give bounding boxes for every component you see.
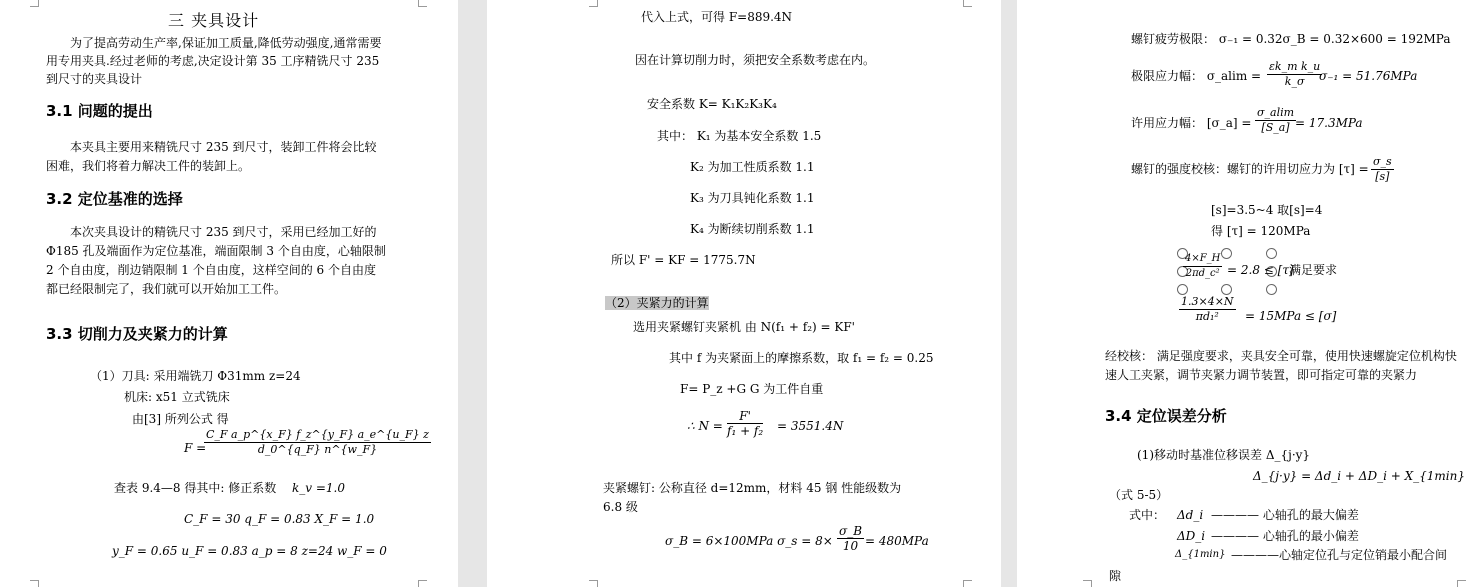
symbol-dd: Δd_i [1177, 508, 1204, 522]
margin-mark [30, 0, 39, 7]
symbol-bigd-desc: ———— 心轴孔的最小偏差 [1211, 529, 1359, 543]
force-components: F= P_z +G G 为工件自重 [680, 382, 824, 396]
stress-amplitude-result: σ₋₁ = 51.76MPa [1319, 69, 1418, 83]
allowable-amplitude-label: 许用应力幅： [σ_a] = [1131, 116, 1252, 130]
margin-mark [589, 0, 598, 7]
stress-amplitude-label: 极限应力幅： σ_alim = [1131, 69, 1262, 83]
allowable-amplitude-result: = 17.3MPa [1295, 116, 1363, 130]
factor-k2: K₂ 为加工性质系数 1.1 [690, 160, 815, 174]
screw-spec: 夹紧螺钉: 公称直径 d=12mm，材料 45 钢 性能级数为 6.8 级 [603, 481, 902, 514]
stress-fraction [837, 524, 864, 553]
safety-range: [s]=3.5~4 取[s]=4 [1211, 203, 1323, 217]
coefficients-row-2: y_F = 0.65 u_F = 0.83 a_p = 8 z=24 w_F = 0 [112, 544, 387, 558]
resize-handle[interactable] [1221, 284, 1232, 295]
chapter-title: 三 夹具设计 [168, 11, 260, 30]
page-3 [1017, 0, 1478, 587]
margin-mark [963, 0, 972, 7]
resize-handle[interactable] [1177, 284, 1188, 295]
factor-k1: 其中： K₁ 为基本安全系数 1.5 [657, 129, 822, 143]
where-label: 式中： [1129, 508, 1166, 522]
displacement-error-heading: (1)移动时基准位移误差 Δ_{j·y} [1137, 448, 1311, 462]
strength-check-numerator: σ_s [1373, 155, 1392, 168]
shear-denominator: 2πd_c² [1185, 268, 1220, 279]
section-heading-3-4: 3.4 定位误差分析 [1105, 407, 1227, 425]
n-formula-lhs: ∴ N = [687, 419, 723, 433]
safety-factor: 安全系数 K= K₁K₂K₃K₄ [647, 97, 777, 111]
n-formula-result: = 3551.4N [777, 419, 844, 433]
force-result: 代入上式，可得 F=889.4N [641, 10, 793, 24]
clamping-heading [605, 296, 709, 310]
clamping-equation: 选用夹紧螺钉夹紧机 由 N(f₁ + f₂) = KF' [633, 320, 855, 334]
clamping-heading-text: （2）夹紧力的计算 [605, 296, 709, 310]
continuation-text: 隙 [1109, 569, 1122, 583]
formula-lhs: F = [184, 441, 207, 455]
resize-handle[interactable] [1266, 284, 1277, 295]
lookup-line: 查表 9.4—8 得其中: 修正系数 [114, 481, 277, 495]
correction-coefficient: k_v =1.0 [292, 481, 346, 495]
strength-check-fraction [1371, 155, 1394, 184]
tension-result: = 15MPa ≤ [σ] [1245, 309, 1337, 323]
friction-note: 其中 f 为夹紧面上的摩擦系数，取 f₁ = f₂ = 0.25 [669, 351, 934, 365]
equation-number: （式 5-5） [1109, 488, 1169, 502]
allowable-amplitude-numerator: σ_alim [1257, 106, 1295, 119]
fatigue-limit: 螺钉疲劳极限： σ₋₁ = 0.32σ_B = 0.32×600 = 192MPa [1131, 32, 1451, 46]
factor-k3: K₃ 为刀具钝化系数 1.1 [690, 191, 815, 205]
symbol-min-clearance: Δ_{1min} [1175, 549, 1226, 560]
stress-denominator: 10 [842, 539, 859, 553]
n-formula-denominator: f₁ + f₂ [727, 424, 764, 438]
stress-amplitude-fraction [1267, 60, 1322, 89]
margin-mark [30, 580, 39, 587]
margin-mark [418, 0, 427, 7]
margin-mark [418, 580, 427, 587]
formula-denominator: d_0^{q_F} n^{w_F} [257, 443, 378, 456]
section-heading-3-1: 3.1 问题的提出 [46, 102, 153, 120]
shear-numerator: 4×F_H [1183, 252, 1222, 267]
shear-formula[interactable] [1183, 252, 1222, 281]
margin-mark [589, 580, 598, 587]
margin-mark [963, 580, 972, 587]
machine-line: 机床: x51 立式铣床 [124, 390, 230, 404]
section-heading-3-3: 3.3 切削力及夹紧力的计算 [46, 325, 228, 343]
intro-paragraph: 为了提高劳动生产率,保证加工质量,降低劳动强度,通常需要用专用夹具.经过老师的考虑,决定设计第 35 工序精铣尺寸 235 到尺寸的夹具设计 [46, 36, 382, 86]
stress-result: = 480MPa [865, 534, 929, 548]
section-3-2-text: 本次夹具设计的精铣尺寸 235 到尺寸，采用已经加工好的Φ185 孔及端面作为定位基准，端面限制 3 个自由度，心轴限制 2 个自由度，削边销限制 1 个自由度，这样空间的 6 个自由度都已经限制完了，我们就可以开始加工工件。 [46, 225, 386, 296]
factor-k4: K₄ 为断续切削系数 1.1 [690, 222, 815, 236]
section-3-1-text: 本夹具主要用来精铣尺寸 235 到尺寸，装卸工件将会比较困难，我们将着力解决工件的装卸上。 [46, 140, 377, 173]
page-2 [487, 0, 1001, 587]
formula-numerator: C_F a_p^{x_F} f_z^{y_F} a_e^{u_F} z [206, 428, 429, 441]
adjusted-force: 所以 F' = KF = 1775.7N [611, 253, 756, 267]
resize-handle[interactable] [1266, 248, 1277, 259]
formula-reference: 由[3] 所列公式 得 [132, 412, 229, 426]
page-1 [0, 0, 458, 587]
symbol-min-clearance-desc: ————心轴定位孔与定位销最小配合间 [1231, 548, 1448, 562]
coefficients-row-1: C_F = 30 q_F = 0.83 X_F = 1.0 [184, 512, 375, 526]
allowable-shear: 得 [τ] = 120MPa [1211, 224, 1311, 238]
tension-numerator: 1.3×4×N [1181, 295, 1234, 308]
tension-denominator: πd₁² [1195, 310, 1219, 323]
stress-values: σ_B = 6×100MPa σ_s = 8× [665, 534, 833, 548]
allowable-amplitude-denominator: [S_a] [1261, 121, 1290, 134]
allowable-amplitude-fraction [1255, 106, 1296, 135]
resize-handle[interactable] [1221, 248, 1232, 259]
shear-result: = 2.8 ≤ [τ] [1227, 263, 1294, 277]
cutting-force-formula [204, 428, 431, 457]
margin-mark [1083, 580, 1092, 587]
tension-formula [1179, 295, 1236, 324]
strength-check-label: 螺钉的强度校核：螺钉的许用切应力为 [τ] = [1131, 162, 1369, 176]
strength-check-denominator: [s] [1375, 170, 1390, 183]
n-formula-numerator: F' [727, 409, 763, 424]
safety-note: 因在计算切削力时，须把安全系数考虑在内。 [635, 53, 876, 67]
verification-text: 经校核： 满足强度要求，夹具安全可靠，使用快速螺旋定位机构快速人工夹紧，调节夹紧力调节装置，即可指定可靠的夹紧力 [1105, 349, 1457, 382]
shear-satisfied: 满足要求 [1289, 263, 1338, 277]
tool-line: （1）刀具: 采用端铣刀 Φ31mm z=24 [90, 369, 301, 383]
margin-mark [1457, 580, 1466, 587]
stress-amplitude-numerator: εk_m k_u [1269, 60, 1321, 73]
section-heading-3-2: 3.2 定位基准的选择 [46, 190, 183, 208]
symbol-bigd: ΔD_i [1177, 529, 1206, 543]
stress-amplitude-denominator: k_σ [1284, 75, 1305, 88]
symbol-dd-desc: ———— 心轴孔的最大偏差 [1211, 508, 1359, 522]
n-formula-fraction [727, 409, 763, 438]
displacement-error-formula: Δ_{j·y} = Δd_i + ΔD_i + X_{1min} [1253, 469, 1466, 483]
stress-numerator: σ_B [839, 524, 863, 538]
